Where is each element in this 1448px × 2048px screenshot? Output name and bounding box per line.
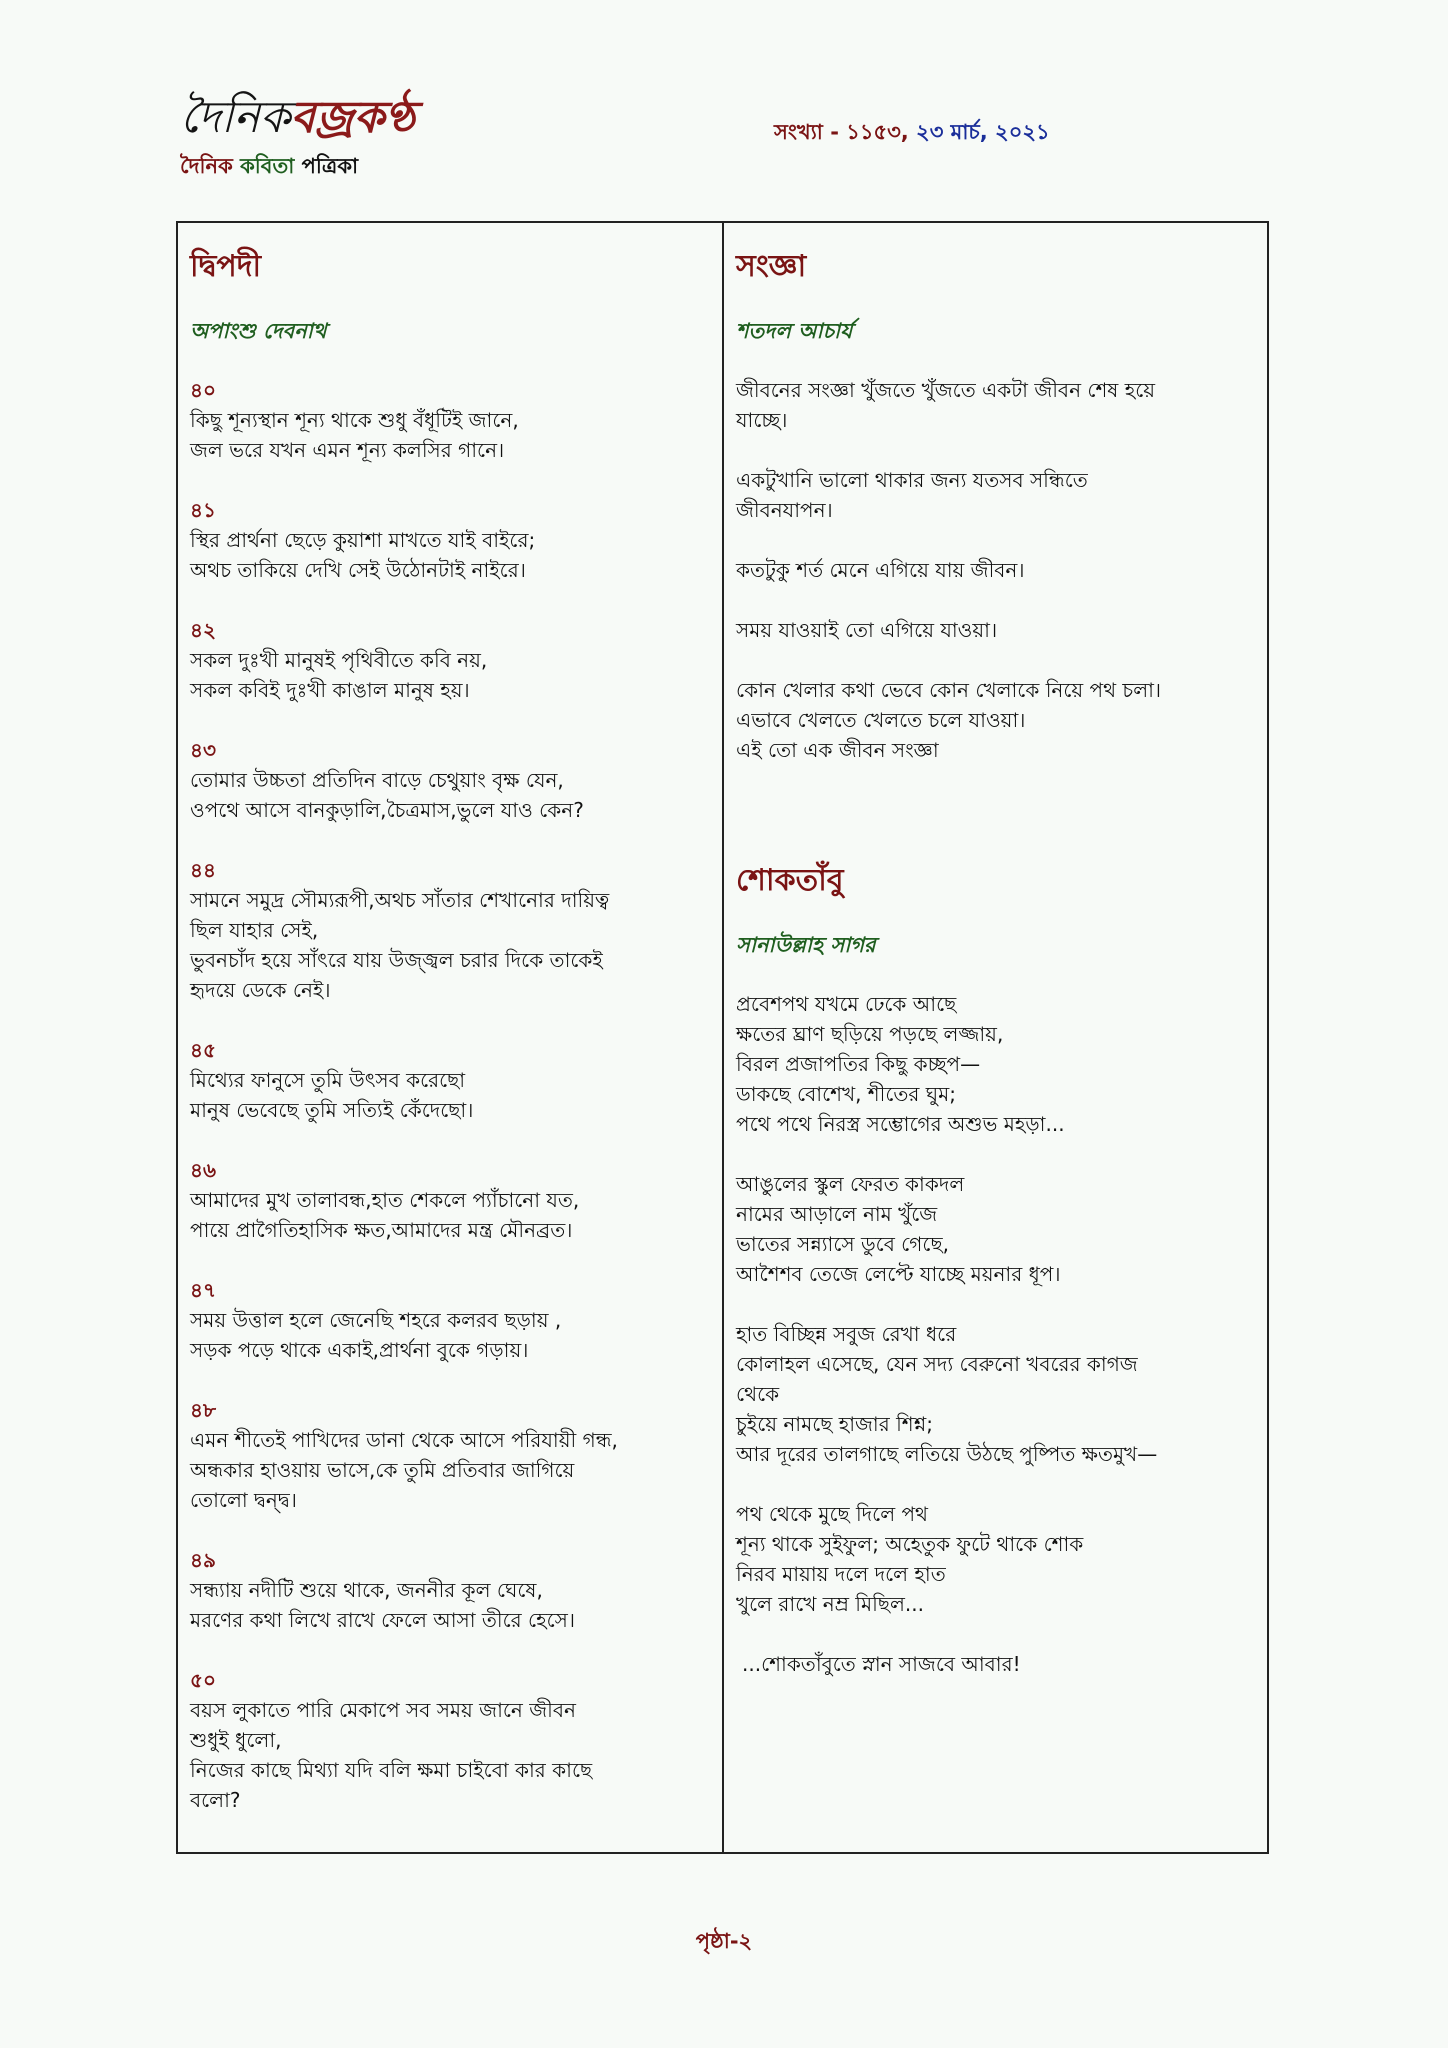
poem-line: সকল কবিই দুঃখী কাঙাল মানুষ হয়।: [190, 678, 470, 702]
logo-part2: বজ্রকণ্ঠ: [290, 92, 415, 143]
poem-line: ছিল যাহার সেই,: [190, 918, 319, 942]
poem-line: কোন খেলার কথা ভেবে কোন খেলাকে নিয়ে পথ চলা।: [736, 678, 1162, 702]
couplet-number: ৪৭: [190, 1278, 216, 1302]
poem-line: কতটুকু শর্ত মেনে এগিয়ে যায় জীবন।: [736, 558, 1025, 582]
stanza: [736, 989, 1253, 1139]
poem-line: সন্ধ্যায় নদীটি শুয়ে থাকে, জননীর কূল ঘেষে,: [190, 1578, 543, 1602]
poem-line: শুধুই ধুলো,: [190, 1728, 282, 1752]
poem-line: একটুখানি ভালো থাকার জন্য যতসব সন্ধিতে: [736, 468, 1088, 492]
poem-line: কিছু শূন্যস্থান শূন্য থাকে শুধু বঁধূটিই জানে,: [190, 408, 519, 432]
tagline-part3: পত্রিকা: [301, 154, 359, 178]
poem-line: জীবনের সংজ্ঞা খুঁজতে খুঁজতে একটা জীবন শেষ হয়ে: [736, 378, 1156, 402]
poem-line: আশৈশব তেজে লেপ্টে যাচ্ছে ময়নার ধূপ।: [736, 1262, 1061, 1286]
poem-line: চুইয়ে নামছে হাজার শিশ্ন;: [736, 1412, 933, 1436]
poem-line: মরণের কথা লিখে রাখে ফেলে আসা তীরে হেসে।: [190, 1608, 576, 1632]
poem-line: বয়স লুকাতে পারি মেকাপে সব সময় জানে জীবন: [190, 1698, 576, 1722]
stanza: [736, 675, 1253, 765]
poem-line: এভাবে খেলতে খেলতে চলে যাওয়া।: [736, 708, 1026, 732]
poem-line: শূন্য থাকে সুইফুল; অহেতুক ফুটে থাকে শোক: [736, 1532, 1084, 1556]
left-column: [178, 223, 724, 1852]
poem-line: কোলাহল এসেছে, যেন সদ্য বেরুনো খবরের কাগজ: [736, 1352, 1138, 1376]
issue-info: [774, 116, 1050, 151]
tagline-part2: কবিতা: [240, 154, 295, 178]
stanza: [736, 375, 1253, 435]
couplet: [190, 1545, 708, 1635]
poem-line: ডাকছে বোশেখ, শীতের ঘুম;: [736, 1082, 956, 1106]
couplet-number: ৪৯: [190, 1548, 216, 1572]
stanza: [736, 1319, 1253, 1469]
poem-author: সানাউল্লাহ সাগর: [736, 933, 876, 957]
stanza: [736, 465, 1253, 525]
poem-line: হাত বিচ্ছিন্ন সবুজ রেখা ধরে: [736, 1322, 957, 1346]
couplet: [190, 495, 708, 585]
couplet: [190, 735, 708, 825]
tagline: [180, 150, 415, 185]
poem-line: পায়ে প্রাগৈতিহাসিক ক্ষত,আমাদের মন্ত্র মৌনব্রত।: [190, 1218, 573, 1242]
poem-body: [736, 375, 1253, 765]
couplet-number: ৪১: [190, 498, 216, 522]
couplet-number: ৪২: [190, 618, 216, 642]
poem-line: খুলে রাখে নম্র মিছিল...: [736, 1592, 924, 1616]
poem-line: অথচ তাকিয়ে দেখি সেই উঠোনটাই নাইরে।: [190, 558, 526, 582]
couplet-number: ৪৫: [190, 1038, 216, 1062]
couplet: [190, 375, 708, 465]
couplet: [190, 615, 708, 705]
couplet: [190, 1395, 708, 1515]
poem-line: আঙুলের স্কুল ফেরত কাকদল: [736, 1172, 965, 1196]
poem-title: সংজ্ঞা: [736, 249, 807, 284]
couplet: [190, 1275, 708, 1365]
right-column: [724, 223, 1267, 1852]
couplet: [190, 1035, 708, 1125]
poem-line: জীবনযাপন।: [736, 498, 833, 522]
poem-line: সময় উত্তাল হলে জেনেছি শহরে কলরব ছড়ায় ,: [190, 1308, 562, 1332]
poem-line: পথে পথে নিরস্ত্র সম্ভোগের অশুভ মহড়া...: [736, 1112, 1065, 1136]
couplet-number: ৪৩: [190, 738, 216, 762]
poem-line: মিথ্যের ফানুসে তুমি উৎসব করেছো: [190, 1068, 466, 1092]
poem-line: ...শোকতাঁবুতে স্নান সাজবে আবার!: [742, 1652, 1021, 1676]
newspaper-logo: [180, 92, 415, 144]
stanza: [736, 615, 1253, 645]
couplet-number: ৪০: [190, 378, 216, 402]
poem-author: শতদল আচার্য: [736, 319, 853, 343]
poem-line: পথ থেকে মুছে দিলে পথ: [736, 1502, 929, 1526]
poem-line: নিজের কাছে মিথ্যা যদি বলি ক্ষমা চাইবো কার কাছে: [190, 1758, 593, 1782]
poem-line: থেকে: [736, 1382, 780, 1406]
poem-line: নিরব মায়ায় দলে দলে হাত: [736, 1562, 946, 1586]
poem-line: সকল দুঃখী মানুষই পৃথিবীতে কবি নয়,: [190, 648, 488, 672]
stanza: [736, 1649, 1253, 1679]
poem-line: আমাদের মুখ তালাবন্ধ,হাত শেকলে প্যাঁচানো যত,: [190, 1188, 580, 1212]
masthead: [180, 92, 415, 185]
couplet: [190, 1155, 708, 1245]
poem-line: বলো?: [190, 1788, 241, 1812]
page-number: পৃষ্ঠা-২: [695, 1929, 753, 1953]
poem-title: দ্বিপদী: [190, 249, 262, 284]
poem-line: আর দূরের তালগাছে লতিয়ে উঠছে পুষ্পিত ক্ষতমুখ—: [736, 1442, 1158, 1466]
poem-line: অন্ধকার হাওয়ায় ভাসে,কে তুমি প্রতিবার জাগিয়ে: [190, 1458, 575, 1482]
logo-part1: দৈনিক: [180, 92, 291, 143]
poem-line: স্থির প্রার্থনা ছেড়ে কুয়াশা মাখতে যাই বাইরে;: [190, 528, 536, 552]
couplet: [190, 1665, 708, 1815]
poem-line: প্রবেশপথ যখমে ঢেকে আছে: [736, 992, 957, 1016]
poem-title: শোকতাঁবু: [736, 863, 844, 898]
poem-line: তোমার উচ্চতা প্রতিদিন বাড়ে চেথুয়াং বৃক্ষ যেন,: [190, 768, 564, 792]
issue-number: সংখ্যা - ১১৫৩,: [774, 120, 909, 144]
tagline-part1: দৈনিক: [180, 154, 233, 178]
couplet-number: ৪৬: [190, 1158, 216, 1182]
couplet-number: ৪৪: [190, 858, 216, 882]
poem-line: হৃদয়ে ডেকে নেই।: [190, 978, 331, 1002]
stanza: [736, 555, 1253, 585]
poem-line: মানুষ ভেবেছে তুমি সত্যিই কেঁদেছো।: [190, 1098, 474, 1122]
couplet-number: ৪৮: [190, 1398, 216, 1422]
couplet-list: [190, 375, 708, 1815]
poem-body: [736, 989, 1253, 1679]
poem-author: অপাংশু দেবনাথ: [190, 319, 327, 343]
stanza: [736, 1499, 1253, 1619]
stanza: [736, 1169, 1253, 1289]
couplet: [190, 855, 708, 1005]
poem-line: সামনে সমুদ্র সৌম্যরূপী,অথচ সাঁতার শেখানোর দায়িত্ব: [190, 888, 610, 912]
poem-line: এমন শীতেই পাখিদের ডানা থেকে আসে পরিযায়ী গন্ধ,: [190, 1428, 618, 1452]
poem-line: জল ভরে যখন এমন শূন্য কলসির গানে।: [190, 438, 505, 462]
issue-date: ২৩ মার্চ, ২০২১: [916, 120, 1050, 144]
poem-line: সময় যাওয়াই তো এগিয়ে যাওয়া।: [736, 618, 998, 642]
content-frame: [176, 221, 1269, 1854]
poem-line: এই তো এক জীবন সংজ্ঞা: [736, 738, 939, 762]
poem-line: যাচ্ছে।: [736, 408, 788, 432]
poem-line: সড়ক পড়ে থাকে একাই,প্রার্থনা বুকে গড়ায়।: [190, 1338, 529, 1362]
poem-line: ভুবনচাঁদ হয়ে সাঁৎরে যায় উজ্জ্বল চরার দিকে তাকেই: [190, 948, 603, 972]
poem-line: ওপথে আসে বানকুড়ালি,চৈত্রমাস,ভুলে যাও কেন?: [190, 798, 584, 822]
poem-line: ক্ষতের ঘ্রাণ ছড়িয়ে পড়ছে লজ্জায়,: [736, 1022, 1004, 1046]
poem-line: বিরল প্রজাপতির কিছু কচ্ছপ—: [736, 1052, 981, 1076]
poem-line: ভাতের সন্ন্যাসে ডুবে গেছে,: [736, 1232, 949, 1256]
poem-line: নামের আড়ালে নাম খুঁজে: [736, 1202, 938, 1226]
poem-line: তোলো দ্বন্দ্ব।: [190, 1488, 297, 1512]
couplet-number: ৫০: [190, 1668, 216, 1692]
